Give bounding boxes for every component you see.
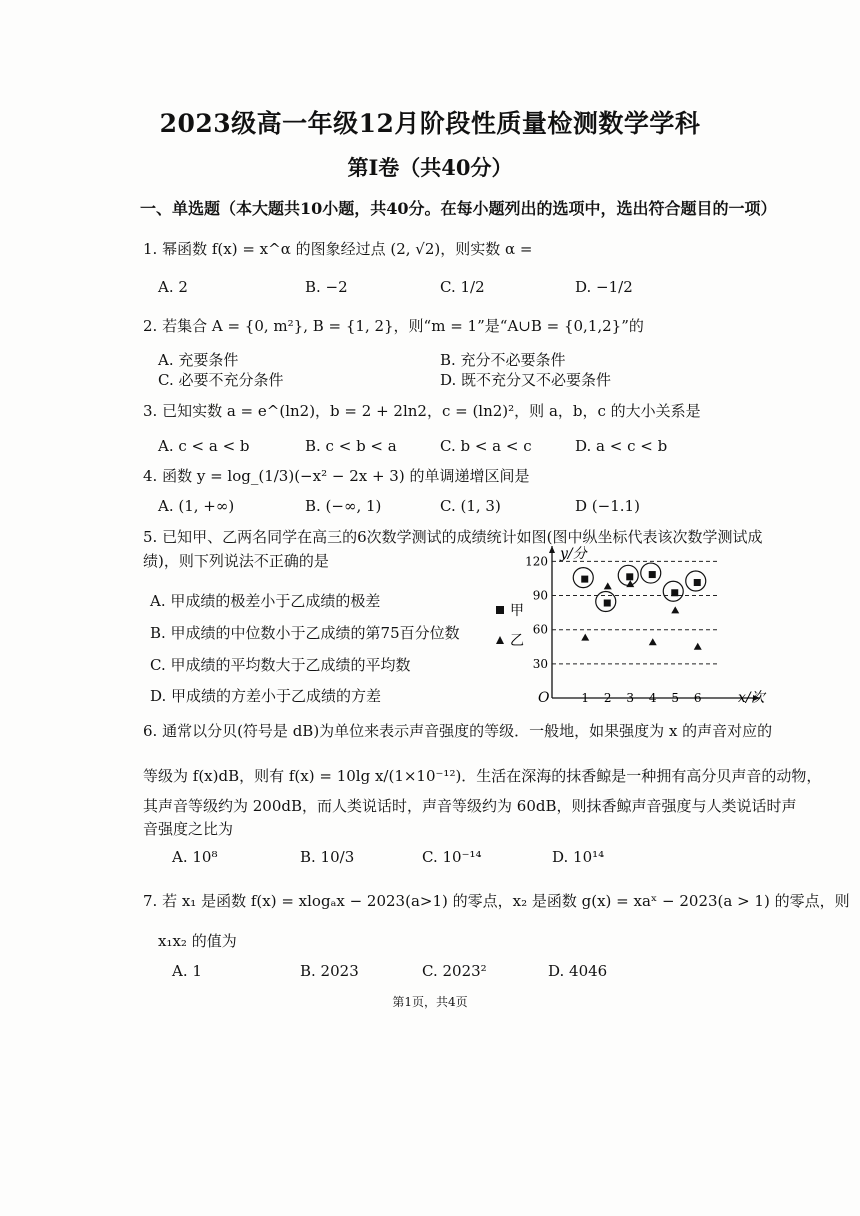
x-tick-label-3: 3 — [626, 691, 635, 705]
page-footer: 第1页，共4页 — [392, 995, 468, 1009]
jia-point-3 — [626, 573, 633, 580]
question-1-option-b: B. −2 — [305, 278, 348, 296]
question-1-option-d: D. −1/2 — [575, 278, 633, 296]
question-6-option-d: D. 10¹⁴ — [552, 848, 605, 866]
question-3-option-d: D. a < c < b — [575, 437, 668, 455]
question-6-stem-line-1: 6. 通常以分贝(符号是 dB)为单位来表示声音强度的等级．一般地，如果强度为 x 的声音对应的 — [143, 722, 773, 740]
question-2-option-d: D. 既不充分又不必要条件 — [440, 371, 612, 389]
exam-title: 2023级高一年级12月阶段性质量检测数学学科 — [159, 109, 701, 138]
question-4-option-a: A. (1, +∞) — [158, 497, 235, 515]
jia-point-1 — [581, 576, 588, 583]
question-5-option-d: D. 甲成绩的方差小于乙成绩的方差 — [150, 687, 382, 705]
score-chart — [490, 538, 780, 713]
question-1-stem: 1. 幂函数 f(x) = x^α 的图象经过点 (2, √2)，则实数 α = — [143, 240, 533, 258]
question-6-option-c: C. 10⁻¹⁴ — [422, 848, 482, 866]
y-tick-label-90: 90 — [532, 588, 548, 603]
question-7-option-a: A. 1 — [172, 962, 202, 980]
x-tick-label-2: 2 — [603, 691, 612, 705]
question-3-option-b: B. c < b < a — [305, 437, 397, 455]
jia-point-4 — [649, 571, 656, 578]
legend-label-jia: 甲 — [510, 603, 524, 619]
question-7-option-b: B. 2023 — [300, 962, 359, 980]
question-6-stem-line-3: 其声音等级约为 200dB，而人类说话时，声音等级约为 60dB，则抹香鲸声音强度与人类说话时声 — [143, 797, 797, 815]
section-heading: 一、单选题（本大题共10小题，共40分。在每小题列出的选项中，选出符合题目的一项） — [140, 199, 777, 218]
jia-point-5 — [671, 589, 678, 596]
yi-point-4 — [649, 638, 657, 645]
question-5-option-b: B. 甲成绩的中位数小于乙成绩的第75百分位数 — [150, 624, 460, 642]
question-7-option-d: D. 4046 — [548, 962, 608, 980]
question-5-stem-line-1: 5. 已知甲、乙两名同学在高三的6次数学测试的成绩统计如图(图中纵坐标代表该次数学测试成 — [143, 528, 763, 546]
question-7-stem-line-2: x₁x₂ 的值为 — [158, 932, 237, 950]
question-2-option-c: C. 必要不充分条件 — [158, 371, 284, 389]
question-5-stem-line-2: 绩)，则下列说法不正确的是 — [143, 552, 329, 570]
question-1-option-c: C. 1/2 — [440, 278, 485, 296]
question-3-option-a: A. c < a < b — [158, 437, 250, 455]
question-4-option-d: D (−1.1) — [575, 497, 640, 515]
x-tick-label-1: 1 — [581, 691, 590, 705]
score-chart-svg — [490, 538, 780, 713]
question-6-option-b: B. 10/3 — [300, 848, 355, 866]
question-6-option-a: A. 10⁸ — [172, 848, 218, 866]
legend-label-yi: 乙 — [510, 633, 524, 649]
question-2-option-b: B. 充分不必要条件 — [440, 351, 566, 369]
y-axis-label: y/分 — [560, 546, 587, 562]
question-7-stem-line-1: 7. 若 x₁ 是函数 f(x) = xlogₐx − 2023(a>1) 的零点，x₂ 是函数 g(x) = xaˣ − 2023(a > 1) 的零点，则 — [143, 892, 850, 910]
question-4-stem: 4. 函数 y = log_(1/3)(−x² − 2x + 3) 的单调递增区间是 — [143, 467, 530, 485]
question-3-stem: 3. 已知实数 a = e^(ln2)，b = 2 + 2ln2，c = (ln2)²，则 a，b，c 的大小关系是 — [143, 402, 701, 420]
jia-point-6 — [694, 579, 701, 586]
origin-label: O — [538, 690, 550, 706]
yi-point-6 — [694, 643, 702, 650]
question-6-stem-line-2: 等级为 f(x)dB，则有 f(x) = 10lg x/(1×10⁻¹²)．生活在深海的抹香鲸是一种拥有高分贝声音的动物， — [143, 767, 822, 785]
question-5-option-c: C. 甲成绩的平均数大于乙成绩的平均数 — [150, 656, 411, 674]
question-6-stem-line-4: 音强度之比为 — [143, 820, 234, 838]
question-2-option-a: A. 充要条件 — [158, 351, 239, 369]
y-tick-label-120: 120 — [525, 554, 548, 569]
x-axis-label: x/次 — [738, 690, 765, 706]
yi-point-2 — [604, 582, 612, 589]
question-7-option-c: C. 2023² — [422, 962, 487, 980]
question-4-option-c: C. (1, 3) — [440, 497, 501, 515]
question-3-option-c: C. b < a < c — [440, 437, 532, 455]
x-tick-label-4: 4 — [648, 691, 657, 705]
legend-marker-jia — [496, 606, 504, 614]
question-2-stem: 2. 若集合 A = {0, m²}, B = {1, 2}，则“m = 1”是“A∪B = {0,1,2}”的 — [143, 317, 644, 335]
yi-point-1 — [581, 634, 589, 641]
x-tick-label-6: 6 — [693, 691, 702, 705]
legend-marker-yi — [496, 636, 504, 644]
question-5-option-a: A. 甲成绩的极差小于乙成绩的极差 — [150, 592, 381, 610]
y-axis-arrow — [549, 546, 555, 553]
jia-point-2 — [604, 600, 611, 607]
yi-point-5 — [671, 606, 679, 613]
x-tick-label-5: 5 — [671, 691, 680, 705]
question-4-option-b: B. (−∞, 1) — [305, 497, 382, 515]
y-tick-label-60: 60 — [532, 622, 548, 637]
question-1-option-a: A. 2 — [158, 278, 188, 296]
y-tick-label-30: 30 — [532, 656, 548, 671]
paper-section-title: 第I卷（共40分） — [347, 155, 513, 180]
